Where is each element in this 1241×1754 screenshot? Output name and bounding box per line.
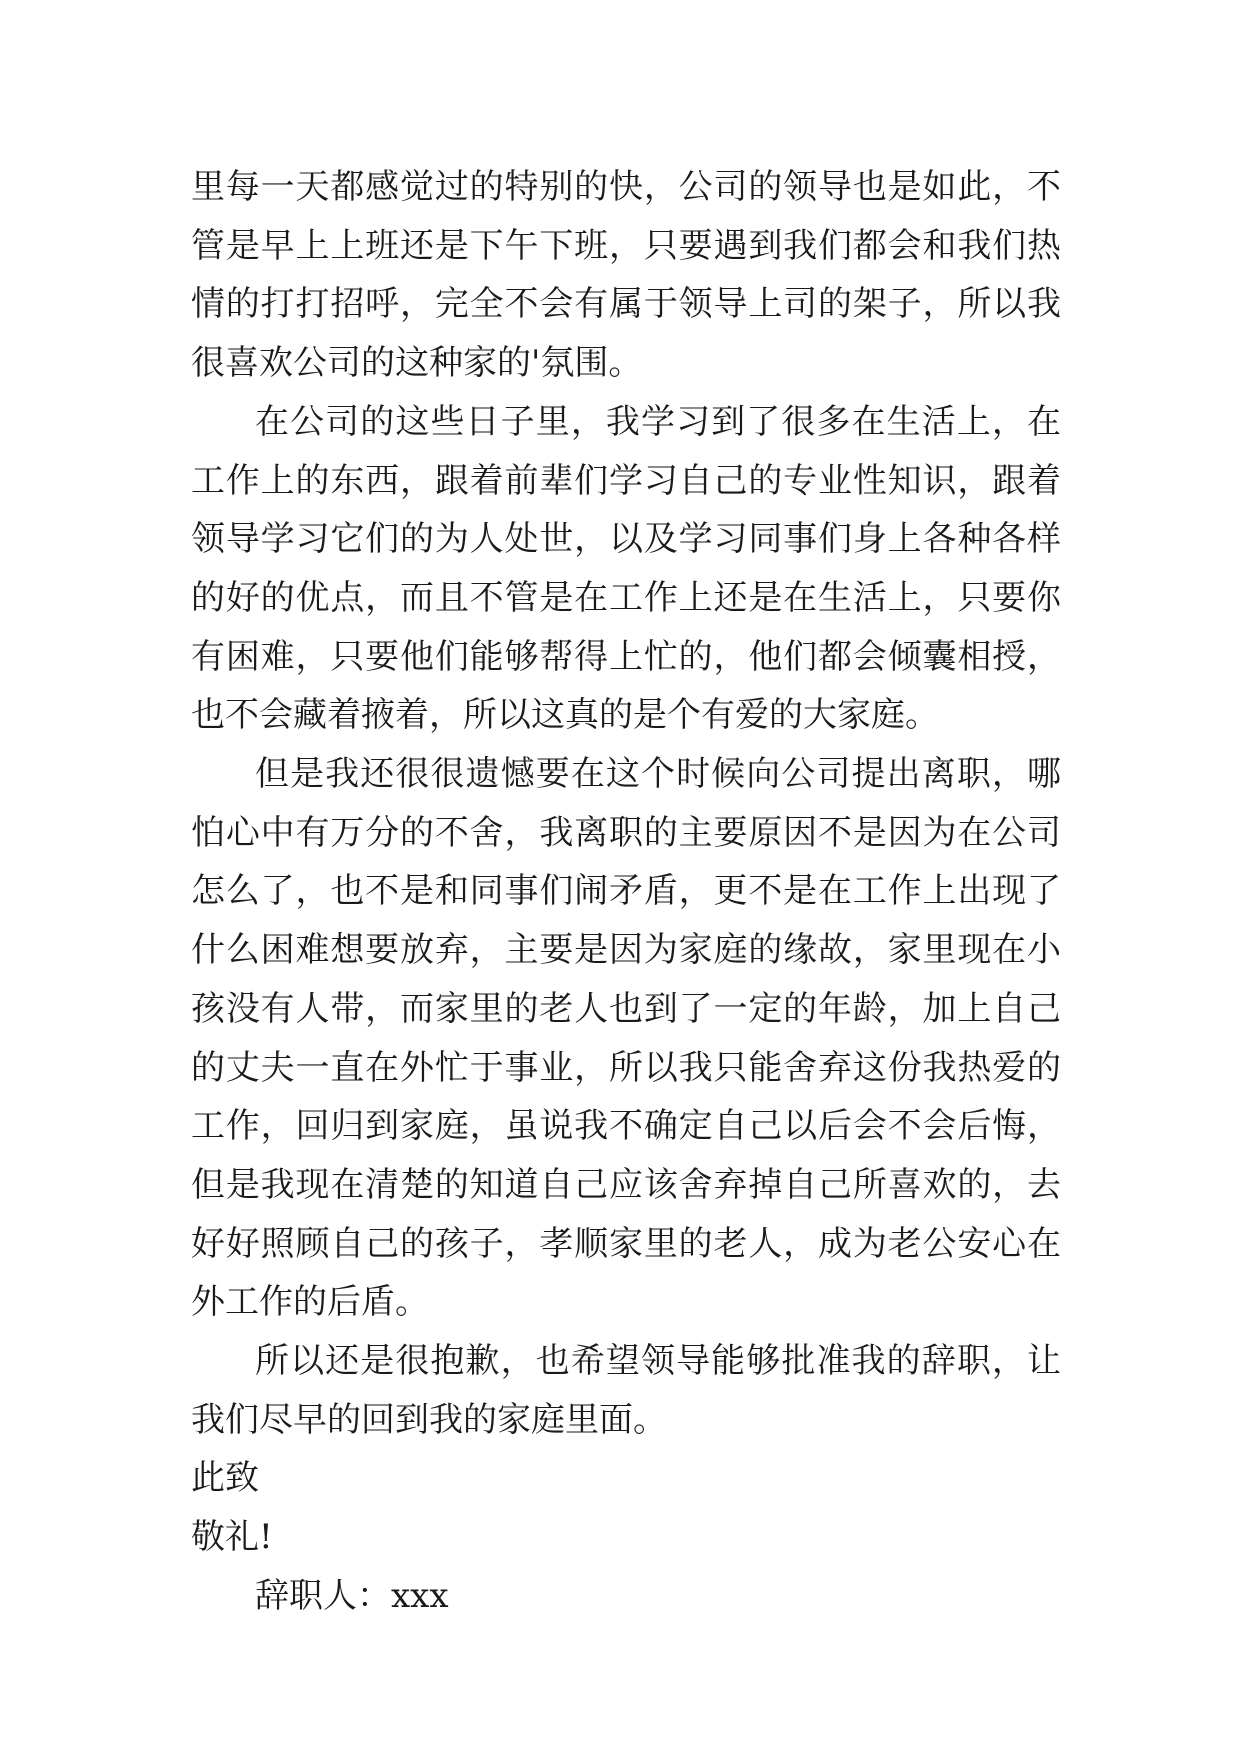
closing-salutation: 此致 (191, 1458, 259, 1499)
paragraph-learning: 在公司的这些日子里，我学习到了很多在生活上，在工作上的东西，跟着前辈们学习自己的专业性知识，跟着领导学习它们的为人处世，以及学习同事们身上各种各样的好的优点，而且不管是在工作上还是在生活上，只要你有困难，只要他们能够帮得上忙的，他们都会倾囊相授，也不会藏着掖着，所以这真的是个有爱的大家庭。 (191, 401, 1061, 736)
closing-regards: 敬礼! (191, 1517, 273, 1558)
paragraph-apology: 所以还是很抱歉，也希望领导能够批准我的辞职，让我们尽早的回到我的家庭里面。 (191, 1341, 1061, 1440)
signature-line: 辞职人：xxx (255, 1575, 449, 1616)
paragraph-continued: 里每一天都感觉过的特别的快，公司的领导也是如此，不管是早上上班还是下午下班，只要遇到我们都会和我们热情的打打招呼，完全不会有属于领导上司的架子，所以我很喜欢公司的这种家的'氛围。 (191, 167, 1061, 384)
paragraph-resignation-reason: 但是我还很很遗憾要在这个时候向公司提出离职，哪怕心中有万分的不舍，我离职的主要原因不是因为在公司怎么了，也不是和同事们闹矛盾，更不是在工作上出现了什么困难想要放弃，主要是因为家庭的缘故，家里现在小孩没有人带，而家里的老人也到了一定的年龄，加上自己的丈夫一直在外忙于事业，所以我只能舍弃这份我热爱的工作，回归到家庭，虽说我不确定自己以后会不会后悔，但是我现在清楚的知道自己应该舍弃掉自己所喜欢的，去好好照顾自己的孩子，孝顺家里的老人，成为老公安心在外工作的后盾。 (191, 754, 1061, 1323)
letter-body (191, 158, 1061, 1626)
